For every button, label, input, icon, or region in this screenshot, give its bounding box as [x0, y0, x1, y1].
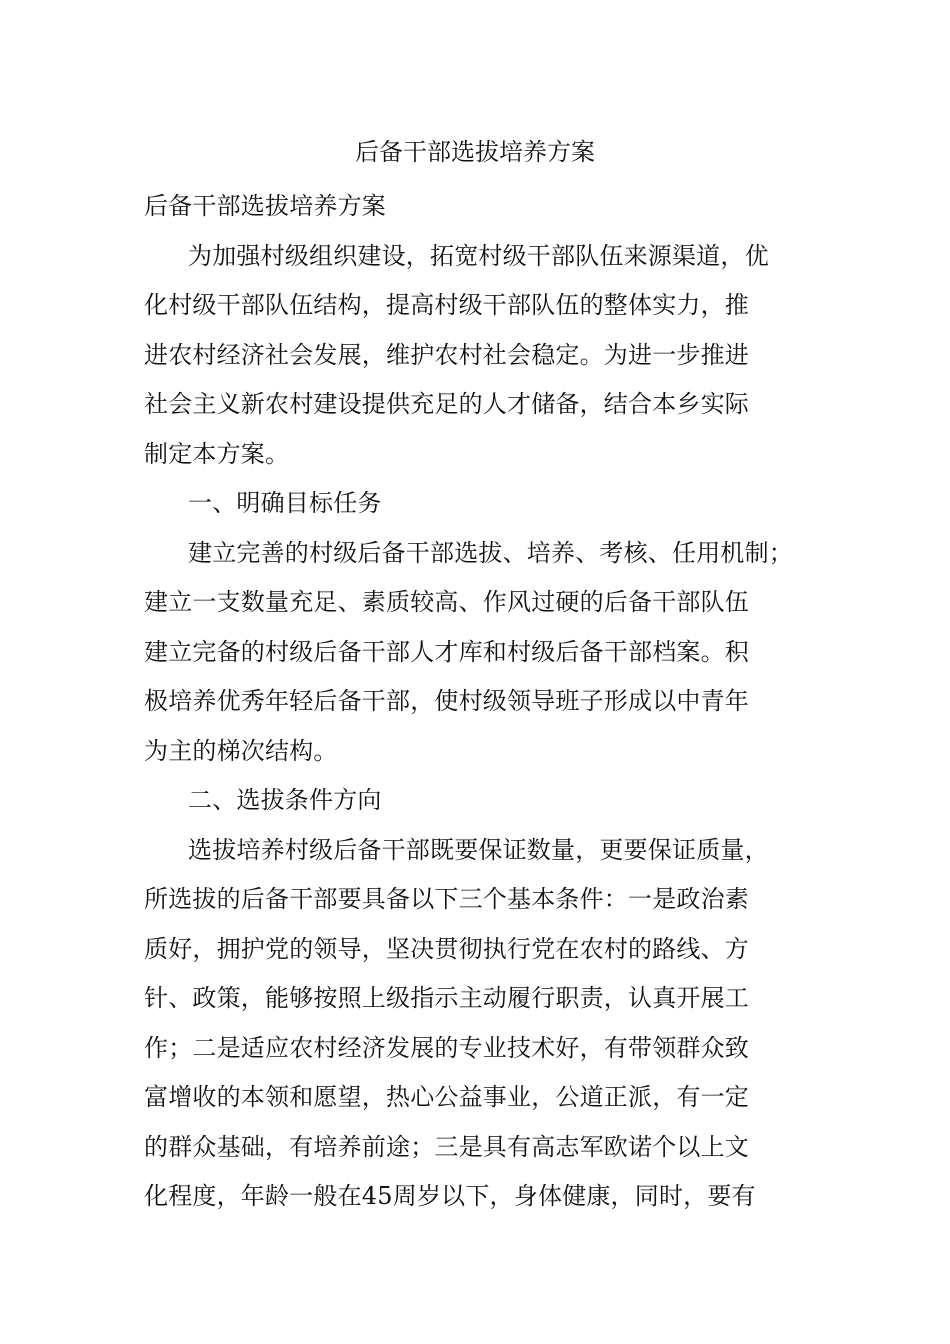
- text-line: 化程度，年龄一般在45周岁以下，身体健康，同时，要有: [144, 1182, 756, 1210]
- document-body: [144, 182, 806, 1222]
- text-line: 富增收的本领和愿望，热心公益事业，公道正派，有一定: [144, 1083, 749, 1111]
- text-line: 选拔培养村级后备干部既要保证数量，更要保证质量，: [188, 835, 769, 864]
- text-line: 为主的梯次结构。: [144, 736, 338, 765]
- document-title: 后备干部选拔培养方案: [355, 138, 595, 166]
- text-line: 化村级干部队伍结构，提高村级干部队伍的整体实力，推: [144, 291, 749, 319]
- text-line: 极培养优秀年轻后备干部，使村级领导班子形成以中青年: [144, 687, 749, 715]
- text-line: 质好，拥护党的领导，坚决贯彻执行党在农村的路线、方: [144, 934, 749, 963]
- text-line: 社会主义新农村建设提供充足的人才储备，结合本乡实际: [144, 390, 749, 418]
- text-line: 进农村经济社会发展，维护农村社会稳定。为进一步推进: [144, 340, 749, 369]
- text-line: 的群众基础，有培养前途；三是具有高志军欧诺个以上文: [144, 1132, 749, 1161]
- text-line: 建立完善的村级后备干部选拔、培养、考核、任用机制；: [188, 538, 793, 567]
- text-line: 建立完备的村级后备干部人才库和村级后备干部档案。积: [144, 637, 749, 666]
- text-line: 作；二是适应农村经济发展的专业技术好，有带领群众致: [144, 1033, 749, 1062]
- text-line: 一、明确目标任务: [188, 489, 382, 517]
- text-line: 针、政策，能够按照上级指示主动履行职责，认真开展工: [144, 984, 749, 1012]
- text-line: 二、选拔条件方向: [188, 786, 382, 814]
- text-line: 制定本方案。: [144, 439, 290, 468]
- text-line: 建立一支数量充足、素质较高、作风过硬的后备干部队伍: [144, 588, 749, 616]
- text-line: 所选拔的后备干部要具备以下三个基本条件：一是政治素: [144, 885, 749, 913]
- text-line: 为加强村级组织建设，拓宽村级干部队伍来源渠道，优: [188, 241, 769, 270]
- text-line: 后备干部选拔培养方案: [144, 192, 386, 220]
